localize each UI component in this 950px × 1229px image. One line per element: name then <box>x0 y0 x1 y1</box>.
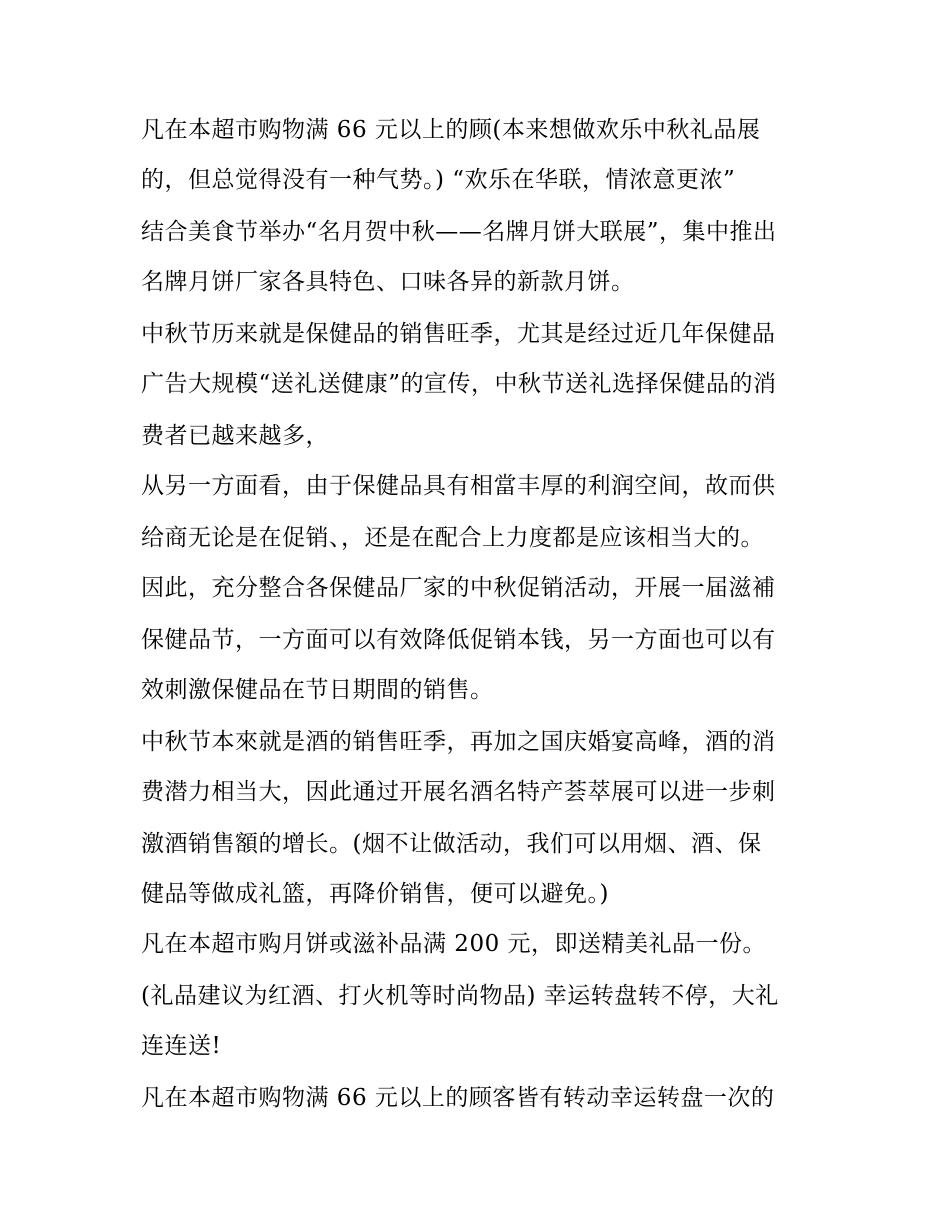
text-line: 凡在本超市购月饼或滋补品满 200 元，即送精美礼品一份。 <box>141 931 767 957</box>
text-line: 结合美食节举办“名月贺中秋——名牌月饼大联展”，集中推出 <box>141 219 777 245</box>
text-line: 中秋节本來就是酒的销售旺季，再加之国庆婚宴高峰，酒的消 <box>141 729 776 755</box>
text-line: 连连送! <box>141 1033 222 1059</box>
text-line: 保健品节，一方面可以有效降低促销本钱，另一方面也可以有 <box>141 627 776 653</box>
text-line: 中秋节历来就是保健品的销售旺季，尤其是经过近几年保健品 <box>141 321 776 347</box>
text-line: 凡在本超市购物满 66 元以上的顾客皆有转动幸运转盘一次的 <box>141 1085 775 1111</box>
text-line: 健品等做成礼篮，再降价销售，便可以避免。) <box>141 881 609 907</box>
text-line: 名牌月饼厂家各具特色、口味各异的新款月饼。 <box>141 269 635 295</box>
text-line: 因此，充分整合各保健品厂家的中秋促销活动，开展一届滋補 <box>141 575 776 601</box>
text-line: 从另一方面看，由于保健品具有相當丰厚的利润空间，故而供 <box>141 473 776 499</box>
text-line: 费潜力相当大，因此通过开展名酒名特产荟萃展可以进一步刺 <box>141 779 776 805</box>
text-line: 激酒销售額的增长。(烟不让做活动，我们可以用烟、酒、保 <box>141 831 762 857</box>
text-line: 广告大规模“送礼送健康”的宣传，中秋节送礼选择保健品的消 <box>141 371 777 397</box>
text-line: 效刺激保健品在节日期間的销售。 <box>141 677 494 703</box>
text-line: 费者已越来越多， <box>141 423 329 449</box>
text-line: 给商无论是在促销、，还是在配合上力度都是应该相当大的。 <box>141 525 764 551</box>
text-line: 的，但总觉得没有一种气势。) “欢乐在华联，情浓意更浓” <box>141 167 736 193</box>
text-line: 凡在本超市购物满 66 元以上的顾(本来想做欢乐中秋礼品展 <box>141 117 761 143</box>
text-line: (礼品建议为红酒、打火机等时尚物品) 幸运转盘转不停，大礼 <box>141 983 779 1009</box>
